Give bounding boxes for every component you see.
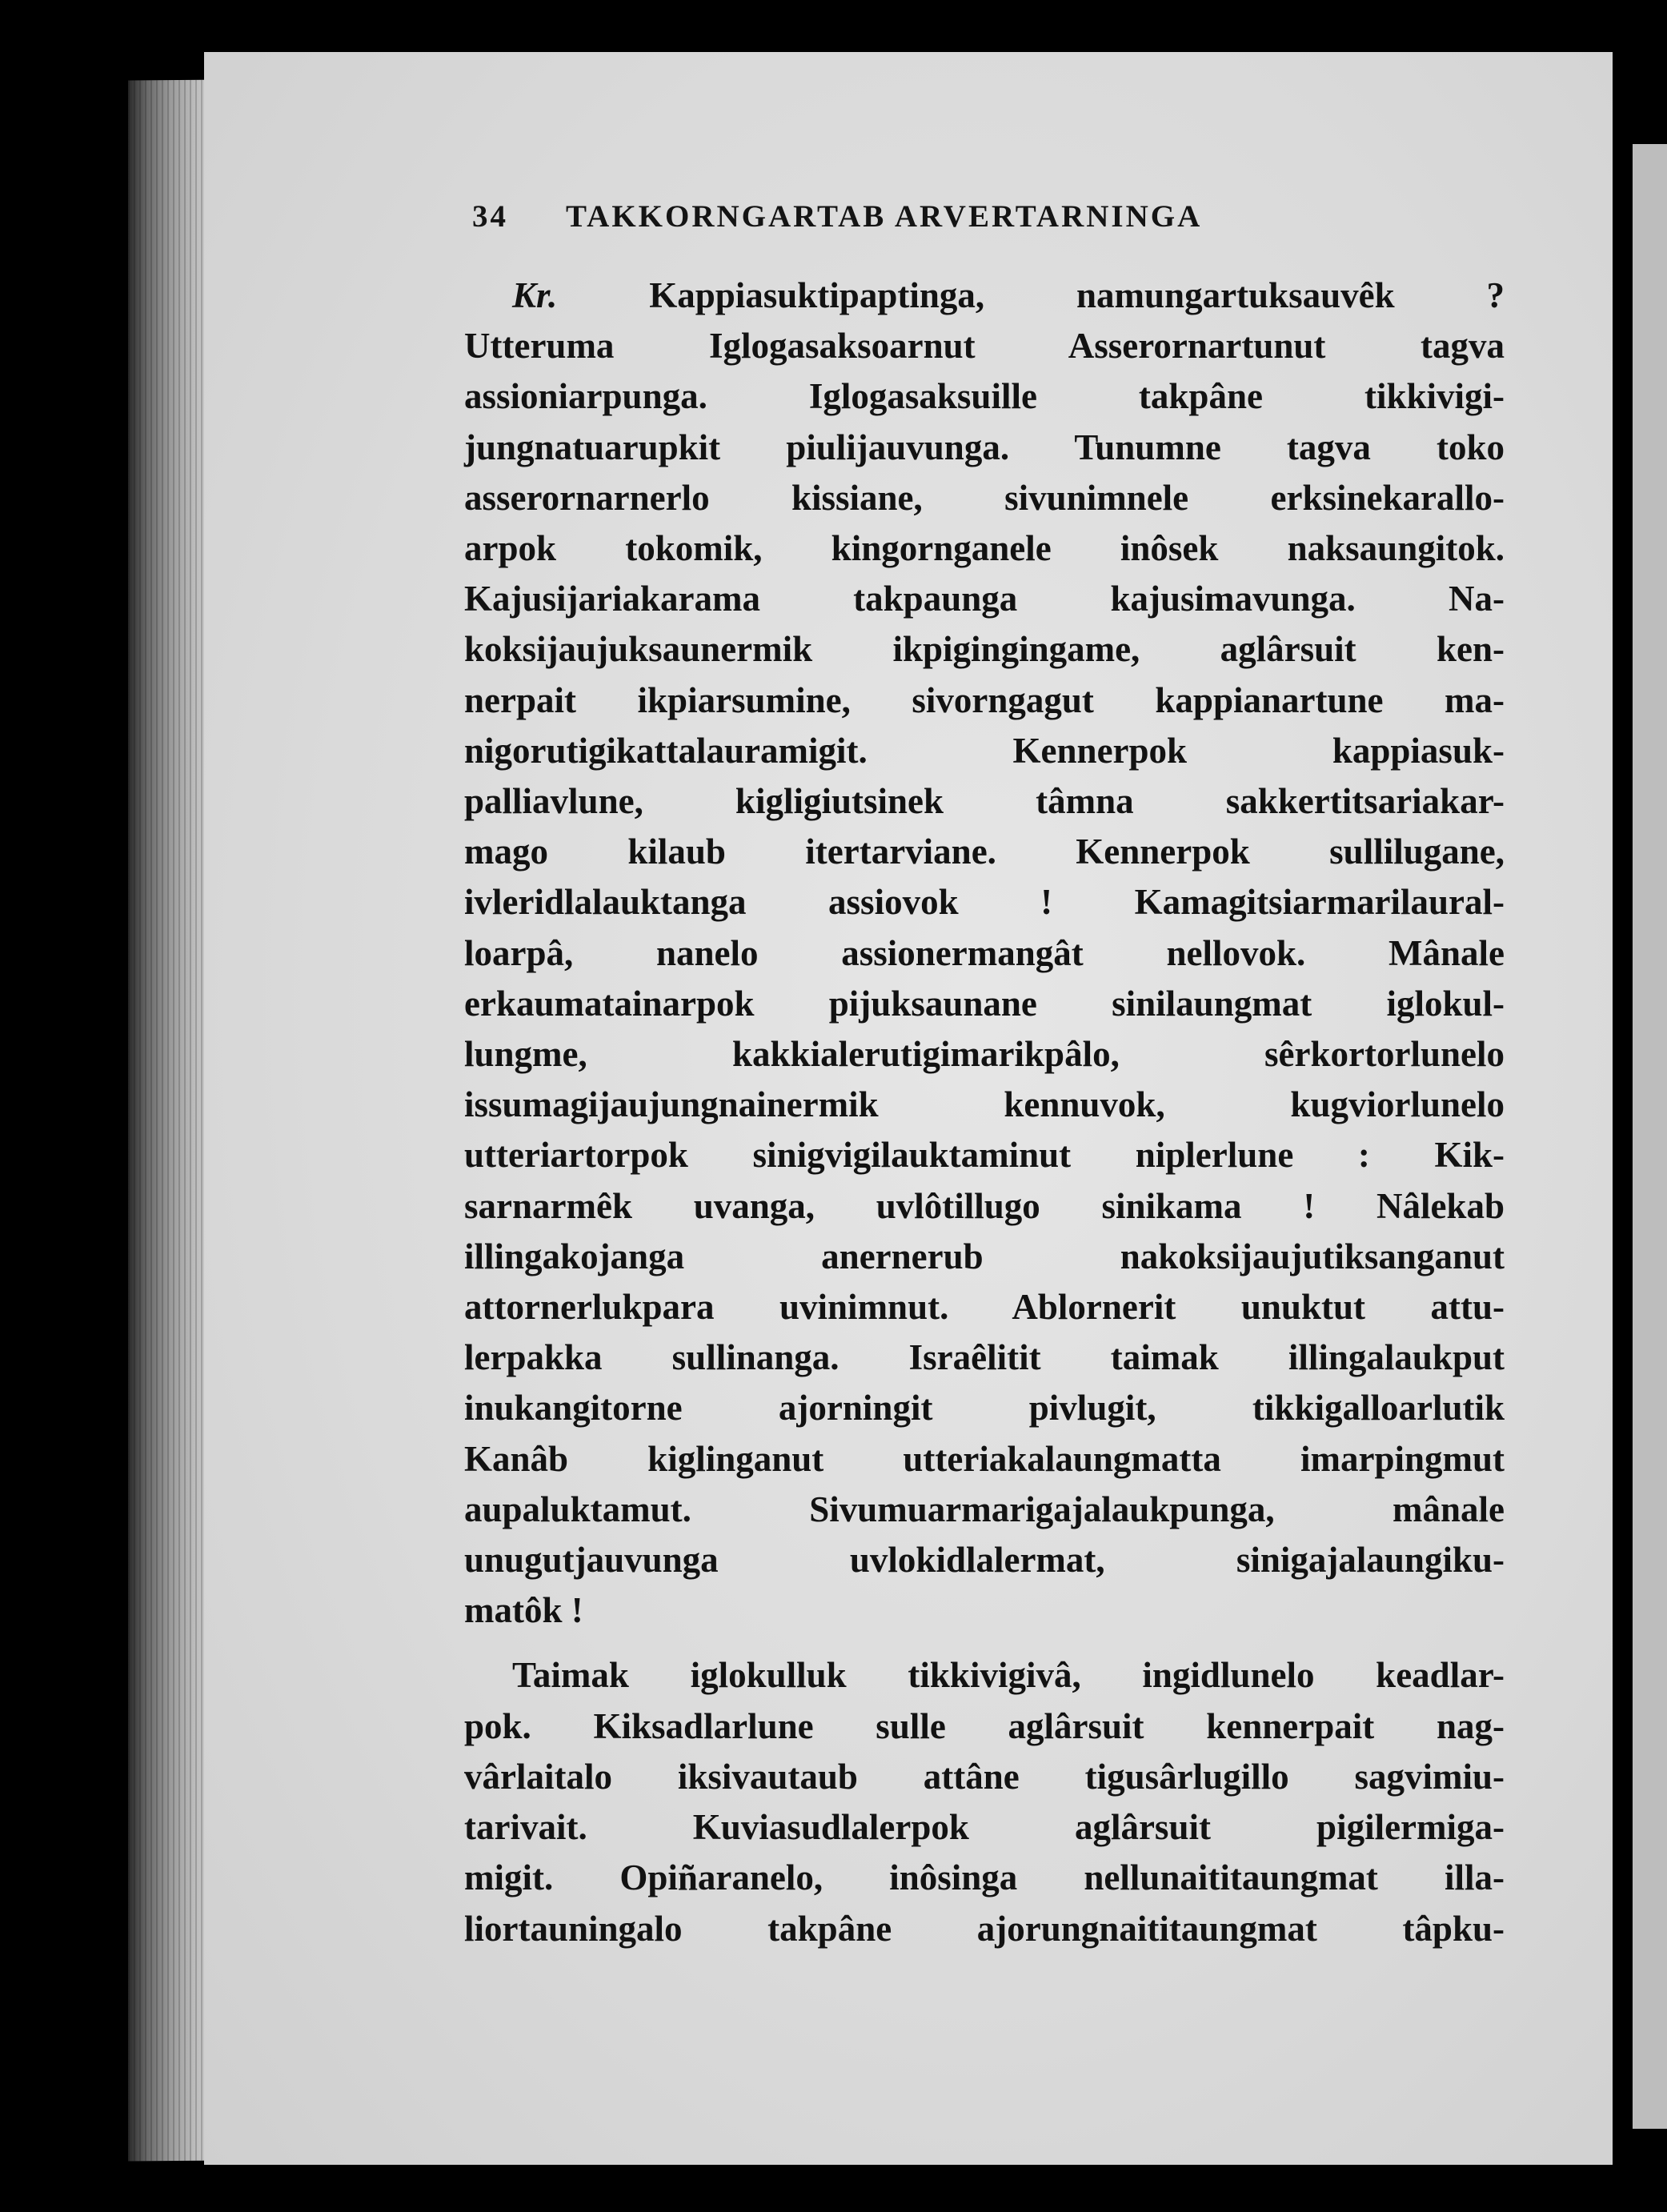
text-line: Kanâb kiglinganut utteriakalaungmatta imarpingmut — [464, 1438, 1505, 1479]
text-line: Kr. Kappiasuktipaptinga, namungartuksauvêk ? — [512, 275, 1505, 315]
text-line: illingakojanga anernerub nakoksijaujutiksanganut — [464, 1236, 1505, 1276]
text-line: utteriartorpok sinigvigilauktaminut niplerlune : Kik- — [464, 1135, 1505, 1176]
text-line: nigorutigikattalauramigit. Kennerpok kappiasuk- — [464, 730, 1505, 771]
text-line: sarnarmêk uvanga, uvlôtillugo sinikama ! Nâlekab — [464, 1185, 1505, 1226]
text-line: Utteruma Iglogasaksoarnut Asserornartunut tagva — [464, 326, 1505, 367]
text-line: jungnatuarupkit piulijauvunga. Tunumne tagva toko — [464, 427, 1505, 467]
running-head-title: TAKKORNGARTAB ARVERTARNINGA — [566, 199, 1203, 234]
text-line: vârlaitalo iksivautaub attâne tigusârlugillo sagvimiu- — [464, 1756, 1505, 1797]
body-text — [464, 270, 1505, 1954]
text-line: Kajusijariakarama takpaunga kajusimavunga. Na- — [464, 579, 1505, 619]
text-line: arpok tokomik, kingornganele inôsek naksaungitok. — [464, 528, 1505, 569]
text-line: pok. Kiksadlarlune sulle aglârsuit kennerpait nag- — [464, 1705, 1505, 1746]
text-line: aupaluktamut. Sivumuarmarigajalaukpunga, mânale — [464, 1489, 1505, 1529]
text-line: mago kilaub itertarviane. Kennerpok sullilugane, — [464, 832, 1505, 872]
text-line: koksijaujuksaunermik ikpigingingame, aglârsuit ken- — [464, 629, 1505, 670]
text-line: erkaumatainarpok pijuksaunane sinilaungmat iglokul- — [464, 983, 1505, 1024]
text-line: lungme, kakkialerutigimarikpâlo, sêrkortorlunelo — [464, 1034, 1505, 1075]
speaker-label: Kr. — [512, 275, 558, 315]
running-header — [472, 198, 1393, 234]
text-line: inukangitorne ajorningit pivlugit, tikkigalloarlutik — [464, 1388, 1505, 1429]
text-line: liortauningalo takpâne ajorungnaititaungmat tâpku- — [464, 1908, 1505, 1949]
facing-page-edge — [1633, 144, 1667, 2129]
paragraph-gap — [464, 1636, 1505, 1650]
text-line: unugutjauvunga uvlokidlalermat, sinigajalaungiku- — [464, 1540, 1505, 1581]
text-line: palliavlune, kigligiutsinek tâmna sakkertitsariakar- — [464, 781, 1505, 822]
text-line: matôk ! — [464, 1590, 583, 1631]
text-line: Taimak iglokulluk tikkivigivâ, ingidlunelo keadlar- — [512, 1655, 1505, 1696]
text-line: migit. Opiñaranelo, inôsinga nellunaititaungmat illa- — [464, 1857, 1505, 1898]
text-line: lerpakka sullinanga. Israêlitit taimak illingalaukput — [464, 1337, 1505, 1378]
text-line: asserornarnerlo kissiane, sivunimnele erksinekarallo- — [464, 477, 1505, 518]
text-line: nerpait ikpiarsumine, sivorngagut kappianartune ma- — [464, 679, 1505, 720]
page-number: 34 — [472, 199, 508, 234]
text-line: issumagijaujungnainermik kennuvok, kugviorlunelo — [464, 1084, 1505, 1125]
text-line: loarpâ, nanelo assionermangât nellovok. Mânale — [464, 932, 1505, 973]
text-line: ivleridlalauktanga assiovok ! Kamagitsiarmarilaural- — [464, 882, 1505, 923]
text-line: assioniarpunga. Iglogasaksuille takpâne tikkivigi- — [464, 376, 1505, 417]
text-line: attornerlukpara uvinimnut. Ablornerit unuktut attu- — [464, 1287, 1505, 1328]
text-line: tarivait. Kuviasudlalerpok aglârsuit pigilermiga- — [464, 1807, 1505, 1848]
